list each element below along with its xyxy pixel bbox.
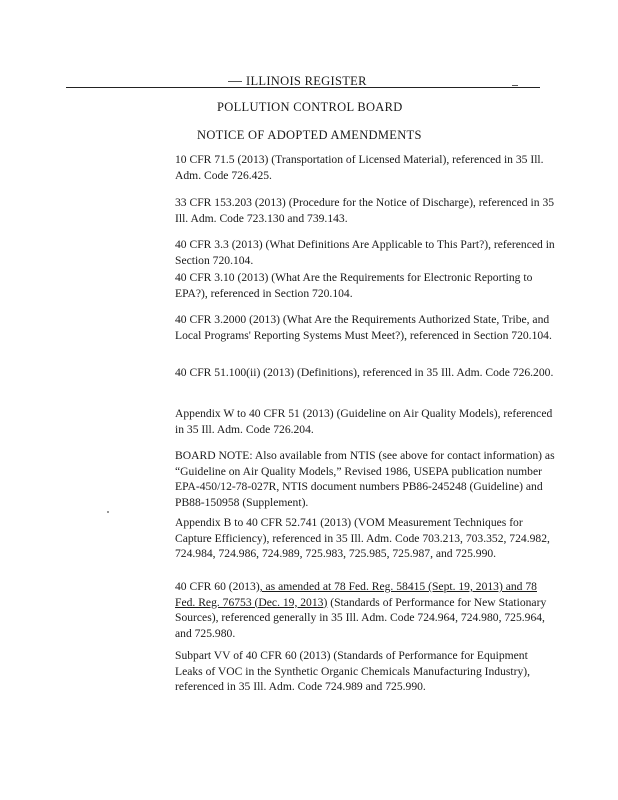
reference-entry-40cfr3-3: 40 CFR 3.3 (2013) (What Definitions Are Applicable to This Part?), referenced in Section 720.104. <box>175 238 555 267</box>
reference-entry-40cfr51-100: 40 CFR 51.100(ii) (2013) (Definitions), referenced in 35 Ill. Adm. Code 726.200. <box>175 366 554 379</box>
register-title: ILLINOIS REGISTER <box>246 74 367 88</box>
citation-text-continued: (Standards of Performance for New Stationary Sources), referenced generally in 35 Ill. Adm. Code 724.964, 724.980, 725.964, and 725.980. <box>175 595 547 640</box>
margin-speck <box>107 511 109 513</box>
reference-entry-40cfr60 <box>175 579 555 641</box>
reference-entry-subpart-vv: Subpart VV of 40 CFR 60 (2013) (Standards of Performance for Equipment Leaks of VOC in the Synthetic Organic Chemicals Manufacturing Industry), referenced in 35 Ill. Adm. Code 724.989 and 725.990. <box>175 649 531 693</box>
notice-title: NOTICE OF ADOPTED AMENDMENTS <box>197 128 422 142</box>
reference-entry-40cfr3-2000: 40 CFR 3.2000 (2013) (What Are the Requirements Authorized State, Tribe, and Local Programs' Reporting Systems Must Meet?), referenced in Section 720.104. <box>175 313 552 342</box>
header-rule-mark <box>228 81 242 82</box>
reference-entry-appendix-w: Appendix W to 40 CFR 51 (2013) (Guideline on Air Quality Models), referenced in 35 Ill. Adm. Code 726.204. <box>175 407 553 436</box>
reference-entry-33cfr153: 33 CFR 153.203 (2013) (Procedure for the Notice of Discharge), referenced in 35 Ill. Adm. Code 723.130 and 739.143. <box>175 196 555 225</box>
board-note: BOARD NOTE: Also available from NTIS (see above for contact information) as “Guideline on Air Quality Models,” Revised 1986, USEPA publication number EPA-450/12-78-027R, NTIS document numbers PB86-245248 (Guideline) and PB88-150958 (Supplement). <box>175 449 555 509</box>
reference-entry-appendix-b: Appendix B to 40 CFR 52.741 (2013) (VOM Measurement Techniques for Capture Efficiency), referenced in 35 Ill. Adm. Code 703.213, 703.352, 724.982, 724.984, 724.986, 724.989, 725.983, 725.985, 725.987, and 725.990. <box>175 516 550 560</box>
reference-entry-40cfr3-10: 40 CFR 3.10 (2013) (What Are the Requirements for Electronic Reporting to EPA?), referenced in Section 720.104. <box>175 271 533 300</box>
citation-text: 40 CFR 60 (2013) <box>175 580 260 593</box>
board-title: POLLUTION CONTROL BOARD <box>217 100 403 114</box>
reference-entry-10cfr71: 10 CFR 71.5 (2013) (Transportation of Licensed Material), referenced in 35 Ill. Adm. Code 726.425. <box>175 153 544 182</box>
amended-citation-underlined: , as amended at 78 Fed. Reg. 58415 (Sept. 19, 2013) and 78 Fed. Reg. 76753 (Dec. 19, 2013) <box>175 580 537 609</box>
